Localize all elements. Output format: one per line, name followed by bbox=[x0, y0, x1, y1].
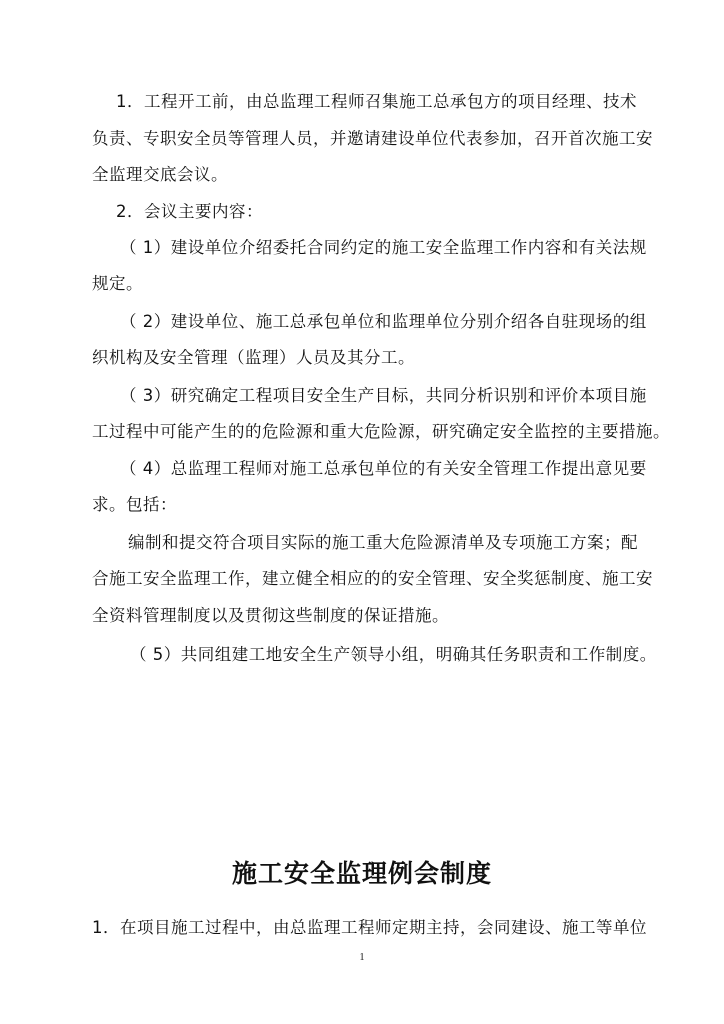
item-3-line-2: 工过程中可能产生的的危险源和重大危险源，研究确定安全监控的主要措施。 bbox=[92, 422, 670, 441]
item-2-line-1: （ 2）建设单位、施工总承包单位和监理单位分别介绍各自驻现场的组 bbox=[120, 312, 647, 331]
item-4-line-1: （ 4）总监理工程师对施工总承包单位的有关安全管理工作提出意见要 bbox=[120, 459, 647, 478]
paragraph-1-line-1: 1．工程开工前，由总监理工程师召集施工总承包方的项目经理、技术 bbox=[116, 92, 637, 111]
item-1-line-1: （ 1）建设单位介绍委托合同约定的施工安全监理工作内容和有关法规 bbox=[120, 238, 647, 257]
section-first-line: 1．在项目施工过程中，由总监理工程师定期主持，会同建设、施工等单位 bbox=[92, 918, 647, 937]
paragraph-1-line-3: 全监理交底会议。 bbox=[92, 165, 228, 184]
page-number: 1 bbox=[359, 952, 365, 963]
item-3-line-1: （ 3）研究确定工程项目安全生产目标，共同分析识别和评价本项目施 bbox=[120, 386, 647, 405]
paragraph-2-line-1: 2．会议主要内容： bbox=[116, 202, 263, 221]
item-2-line-2: 织机构及安全管理（监理）人员及其分工。 bbox=[92, 348, 415, 367]
item-1-line-2: 规定。 bbox=[92, 274, 143, 293]
item-5-line-1: （ 5）共同组建工地安全生产领导小组，明确其任务职责和工作制度。 bbox=[130, 645, 657, 664]
paragraph-1-line-2: 负责、专职安全员等管理人员，并邀请建设单位代表参加，召开首次施工安 bbox=[92, 129, 653, 148]
item-4-detail-line-1: 编制和提交符合项目实际的施工重大危险源清单及专项施工方案；配 bbox=[128, 533, 638, 552]
item-4-line-2: 求。包括： bbox=[92, 495, 177, 514]
item-4-detail-line-3: 全资料管理制度以及贯彻这些制度的保证措施。 bbox=[92, 606, 449, 625]
item-4-detail-line-2: 合施工安全监理工作，建立健全相应的的安全管理、安全奖惩制度、施工安 bbox=[92, 569, 653, 588]
section-title: 施工安全监理例会制度 bbox=[231, 859, 492, 888]
